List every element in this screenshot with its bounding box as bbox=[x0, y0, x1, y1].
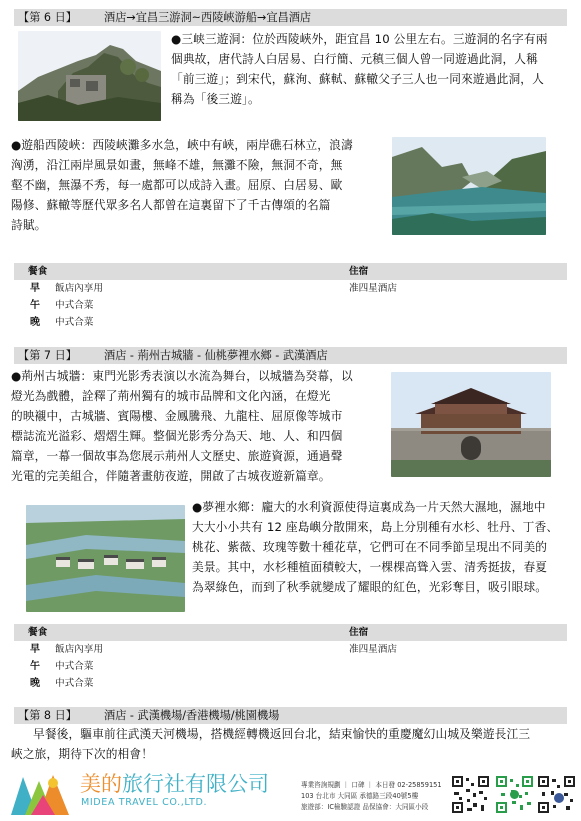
meal-row-breakfast bbox=[14, 641, 567, 658]
text-line: 「前三遊」；到宋代，蘇洵、蘇軾、蘇轍父子三人也一同來遊過此洞，人 bbox=[171, 72, 544, 86]
meal-value: 中式合菜 bbox=[55, 317, 94, 328]
text-line: ●夢裡水鄉：龐大的水利資源使得這裏成為一片天然大濕地，濕地中 bbox=[192, 500, 546, 514]
day6-boat-paragraph bbox=[11, 135, 383, 235]
xiling-gorge-photo bbox=[392, 137, 546, 235]
meal-label: 早 bbox=[30, 283, 40, 294]
jingzhou-city-wall-photo bbox=[391, 372, 551, 477]
meal-value: 飯店內享用 bbox=[55, 644, 103, 655]
day6-route: 酒店→宜昌三游洞~西陵峽游船→宜昌酒店 bbox=[104, 11, 312, 24]
meal-header-label: 餐食 bbox=[28, 266, 48, 277]
meal-row-lunch bbox=[14, 658, 567, 675]
text-line: 洶湧，沿江兩岸風景如畫，無峰不雄，無灘不險，無洞不奇，無 bbox=[11, 158, 343, 172]
text-line: 早餐後，驅車前往武漢天河機場，搭機經轉機返回台北，結束愉快的重慶魔幻山城及樂遊長江三 bbox=[33, 727, 531, 741]
text-line: 大大小小共有 12 座島嶼分散開來，島上分別種有水杉、牡丹、丁香、 bbox=[192, 520, 559, 534]
text-line: 燈光為戲體，詮釋了荊州獨有的城市品牌和文化內涵，在燈光 bbox=[11, 389, 331, 403]
day7-header-bar bbox=[14, 347, 567, 364]
day7-meal-table bbox=[14, 624, 567, 692]
meal-table-header bbox=[14, 263, 567, 280]
text-line: ●荊州古城牆：東門光影秀表演以水流為舞台，以城牆為癸幕，以 bbox=[11, 369, 353, 383]
day7-watertown-paragraph bbox=[192, 497, 573, 597]
day7-route: 酒店 - 荊州古城牆 - 仙桃夢裡水鄉 - 武漢酒店 bbox=[104, 349, 328, 362]
company-name-part1: 美的 bbox=[80, 772, 122, 796]
meal-label: 晚 bbox=[30, 317, 40, 328]
text-line: ●三峡三遊洞：位於西陵峽外，距宜昌 10 公里左右。三遊洞的名字有兩 bbox=[171, 32, 548, 46]
line-qr-code-icon bbox=[495, 775, 534, 814]
dream-water-town-photo bbox=[26, 505, 185, 612]
hotel-value: 准四星酒店 bbox=[349, 283, 397, 294]
company-footer bbox=[0, 765, 581, 821]
meal-value: 中式合菜 bbox=[55, 678, 94, 689]
hotel-value: 准四星酒店 bbox=[349, 644, 397, 655]
meal-row-lunch bbox=[14, 297, 567, 314]
day8-route: 酒店 - 武漢機場/香港機場/桃園機場 bbox=[104, 709, 280, 722]
text-line: 桃花、紫薇、玫瑰等數十種花草，它們可在不同季節呈現出不同美的 bbox=[192, 540, 548, 554]
text-line: ●遊船西陵峽：西陵峽灘多水急，峽中有峽，兩岸礁石林立，浪濤 bbox=[11, 138, 353, 152]
day8-header-bar bbox=[14, 707, 567, 724]
meal-value: 飯店內享用 bbox=[55, 283, 103, 294]
company-name-en: MIDEA TRAVEL CO.,LTD. bbox=[81, 797, 208, 808]
text-line: 稱為「後三遊」。 bbox=[171, 92, 260, 106]
meal-value: 中式合菜 bbox=[55, 300, 94, 311]
day6-header-bar bbox=[14, 9, 567, 26]
midea-logo-icon bbox=[9, 771, 71, 817]
text-line: 的映襯中，古城牆、賓陽樓、金鳳騰飛、九龍柱、屈原像等城市 bbox=[11, 409, 343, 423]
text-line: 篇章，一幕一個故事為您展示荊州人文歷史、旅遊資源，通過聲 bbox=[11, 449, 343, 463]
day7-citywall-paragraph bbox=[11, 366, 383, 486]
three-visitors-cave-photo bbox=[18, 31, 161, 121]
qr-code-icon bbox=[451, 775, 490, 814]
hotel-header-label: 住宿 bbox=[349, 627, 369, 638]
day6-label: 【第 6 日】 bbox=[18, 11, 77, 24]
meal-row-breakfast bbox=[14, 280, 567, 297]
company-info bbox=[301, 780, 442, 813]
text-line: 峽之旅，期待下次的相會！ bbox=[11, 747, 154, 761]
text-line: 詩賦。 bbox=[11, 218, 47, 232]
meal-label: 午 bbox=[30, 661, 40, 672]
facebook-qr-code-icon bbox=[537, 775, 576, 814]
meal-label: 午 bbox=[30, 300, 40, 311]
info-line: 103 台北市 大同區 承德路三段40號5樓 bbox=[301, 792, 419, 800]
meal-label: 晚 bbox=[30, 678, 40, 689]
day8-label: 【第 8 日】 bbox=[18, 709, 77, 722]
hotel-header-label: 住宿 bbox=[349, 266, 369, 277]
meal-row-dinner bbox=[14, 675, 567, 692]
day7-label: 【第 7 日】 bbox=[18, 349, 77, 362]
info-line: 旅遊部：IC檢驗認證 品保協會：大同區小段 bbox=[301, 803, 429, 811]
day6-meal-table bbox=[14, 263, 567, 331]
meal-header-label: 餐食 bbox=[28, 627, 48, 638]
text-line: 陽修、蘇轍等歷代眾多名人都曾在這裏留下了千古傳頌的名篇 bbox=[11, 198, 331, 212]
text-line: 壑不幽，無瀑不秀，每一處都可以成詩入畫。屈原、白居易、歐 bbox=[11, 178, 343, 192]
text-line: 光電的完美組合，伴隨著畫舫夜遊，開啟了古城夜遊新篇章。 bbox=[11, 469, 331, 483]
meal-label: 早 bbox=[30, 644, 40, 655]
meal-table-header bbox=[14, 624, 567, 641]
day8-paragraph bbox=[11, 724, 571, 764]
meal-row-dinner bbox=[14, 314, 567, 331]
company-name-part2: 旅行社有限公司 bbox=[122, 772, 269, 796]
text-line: 個典故，唐代詩人白居易、白行簡、元稹三個人曾一同遊過此洞，人稱 bbox=[171, 52, 538, 66]
text-line: 為翠綠色，而到了秋季就變成了耀眼的紅色，光彩奪目，吸引眼球。 bbox=[192, 580, 548, 594]
info-line: 專業咨詢規劃 ｜ 口碑 ｜ 本日發 02-25859151 bbox=[301, 781, 442, 789]
text-line: 標誌流光溢彩、熠熠生輝。整個光影秀分為天、地、人、和四個 bbox=[11, 429, 343, 443]
company-name-cn bbox=[80, 768, 269, 798]
day6-cave-paragraph bbox=[171, 29, 572, 109]
text-line: 美景。其中，水杉種植面積較大，一棵棵高聳入雲、清秀挺拔，春夏 bbox=[192, 560, 548, 574]
meal-value: 中式合菜 bbox=[55, 661, 94, 672]
